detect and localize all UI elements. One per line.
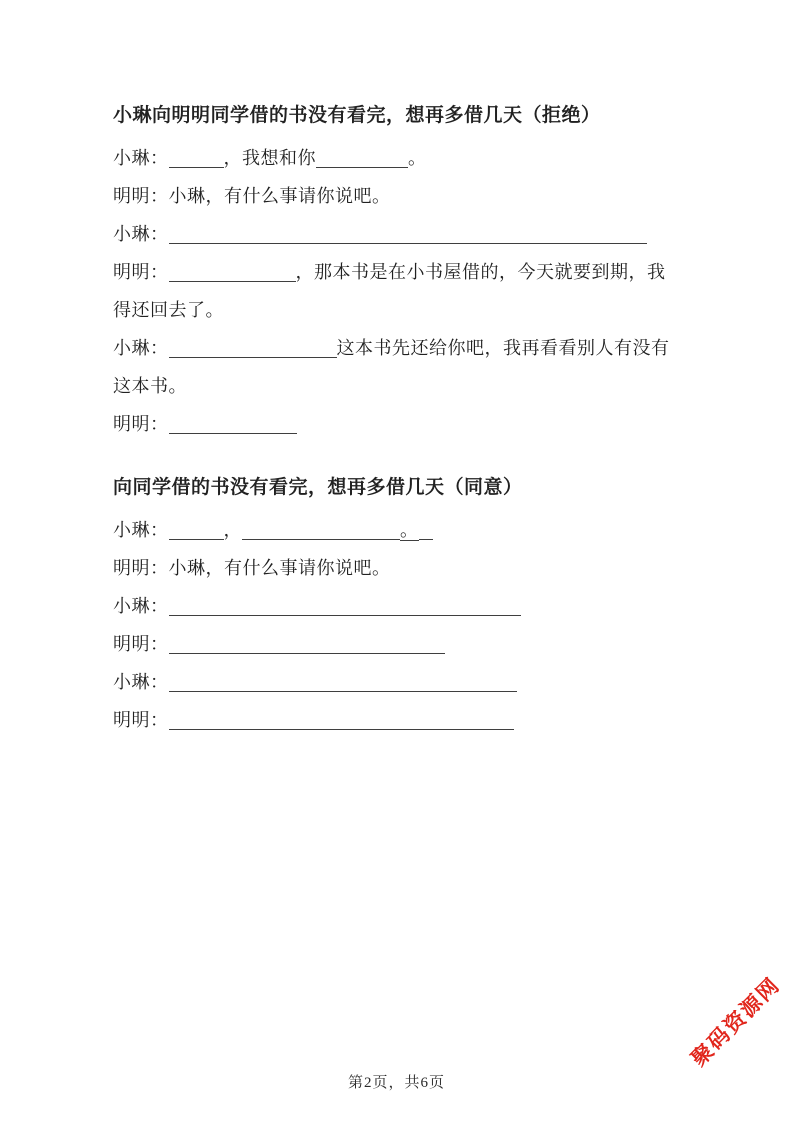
dialogue-text: 得还回去了。 — [113, 300, 224, 320]
dialogue-text: 明明： — [113, 414, 169, 434]
dialogue-text: 小琳： — [113, 148, 169, 168]
dialogue-text: 明明：小琳，有什么事请你说吧。 — [113, 186, 391, 206]
dialogue-text: 。 — [400, 520, 419, 540]
dialogue-text: 明明：小琳，有什么事请你说吧。 — [113, 558, 391, 578]
dialogue-line — [113, 625, 691, 663]
dialogue-text: 小琳： — [113, 596, 169, 616]
answer-blank — [169, 225, 647, 244]
dialogue-text: 明明： — [113, 634, 169, 654]
dialogue-line — [113, 549, 691, 587]
answer-blank — [169, 149, 224, 168]
dialogue-line — [113, 291, 691, 329]
dialogue-line — [113, 367, 691, 405]
dialogue-text: ， — [223, 520, 242, 540]
answer-blank — [242, 521, 400, 540]
answer-blank — [169, 415, 297, 434]
dialogue-text: 小琳： — [113, 224, 169, 244]
answer-blank — [169, 635, 445, 654]
section-title: 向同学借的书没有看完，想再多借几天（同意） — [113, 477, 523, 498]
dialogue-text: ，那本书是在小书屋借的，今天就要到期，我 — [295, 262, 666, 282]
dialogue-line — [113, 215, 691, 253]
dialogue-text: 小琳： — [113, 338, 169, 358]
dialogue-text: 明明： — [113, 710, 169, 730]
answer-blank — [169, 597, 521, 616]
dialogue-text: 这本书。 — [113, 376, 187, 396]
answer-blank — [419, 521, 433, 540]
dialogue-line — [113, 139, 691, 177]
dialogue-text: 明明： — [113, 262, 169, 282]
dialogue-line — [113, 405, 691, 443]
dialogue-text: 小琳： — [113, 672, 169, 692]
answer-blank — [169, 521, 224, 540]
dialogue-line — [113, 587, 691, 625]
dialogue-line — [113, 253, 691, 291]
dialogue-line — [113, 329, 691, 367]
answer-blank — [169, 263, 296, 282]
watermark: 聚码资源网 — [687, 973, 785, 1071]
dialogue-text: 。 — [408, 148, 427, 168]
dialogue-line — [113, 177, 691, 215]
answer-blank — [169, 711, 514, 730]
dialogue-text: ，我想和你 — [223, 148, 316, 168]
dialogue-text: 这本书先还给你吧，我再看看别人有没有 — [336, 338, 670, 358]
section-title: 小琳向明明同学借的书没有看完，想再多借几天（拒绝） — [113, 105, 601, 126]
answer-blank — [169, 339, 337, 358]
page-number-footer: 第2页，共6页 — [347, 1075, 445, 1091]
answer-blank — [316, 149, 408, 168]
dialogue-line — [113, 511, 691, 549]
answer-blank — [169, 673, 517, 692]
dialogue-text: 小琳： — [113, 520, 169, 540]
dialogue-line — [113, 663, 691, 701]
worksheet-content — [113, 101, 691, 739]
dialogue-line — [113, 701, 691, 739]
